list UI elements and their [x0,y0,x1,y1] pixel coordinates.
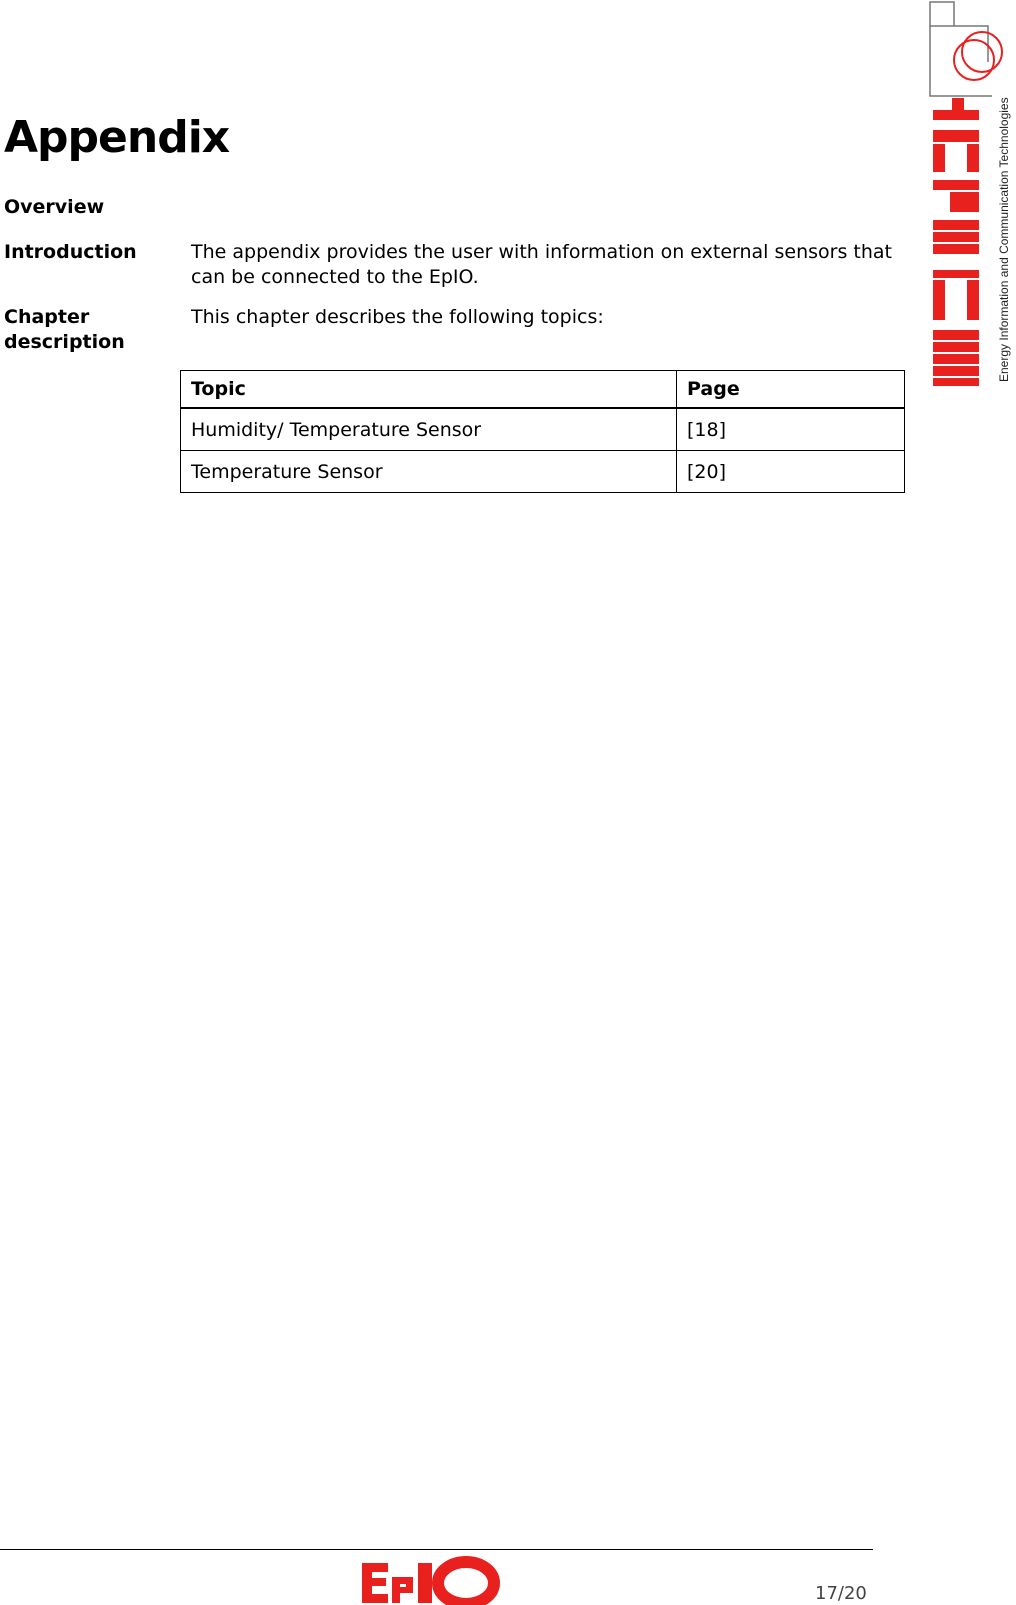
section-heading: Overview [4,196,105,218]
introduction-label: Introduction [4,241,137,263]
footer-divider [0,1549,873,1550]
introduction-text: The appendix provides the user with information on external sensors that can be connected to the EpIO. [191,241,892,288]
chapter-description-text: This chapter describes the following topics: [191,306,604,328]
table-row [181,408,905,451]
page-cell: [18] [677,408,905,451]
topics-table [180,370,905,493]
page-cell: [20] [677,451,905,493]
chapter-label-line1: Chapter [4,306,90,328]
table-header-row [181,371,905,409]
chapter-label-line2: description [4,331,125,353]
topic-cell: Temperature Sensor [181,451,677,493]
topic-cell: Humidity/ Temperature Sensor [181,408,677,451]
chapter-description-label [4,305,125,355]
page-number: 17/20 [815,1583,867,1604]
energy-ict-logo [928,0,1016,400]
header-topic: Topic [181,371,677,409]
logo-subtitle: Energy Information and Communication Technologies [997,97,1011,382]
header-page: Page [677,371,905,409]
page-title: Appendix [4,112,230,163]
table-row [181,451,905,493]
epio-logo [362,1555,500,1605]
